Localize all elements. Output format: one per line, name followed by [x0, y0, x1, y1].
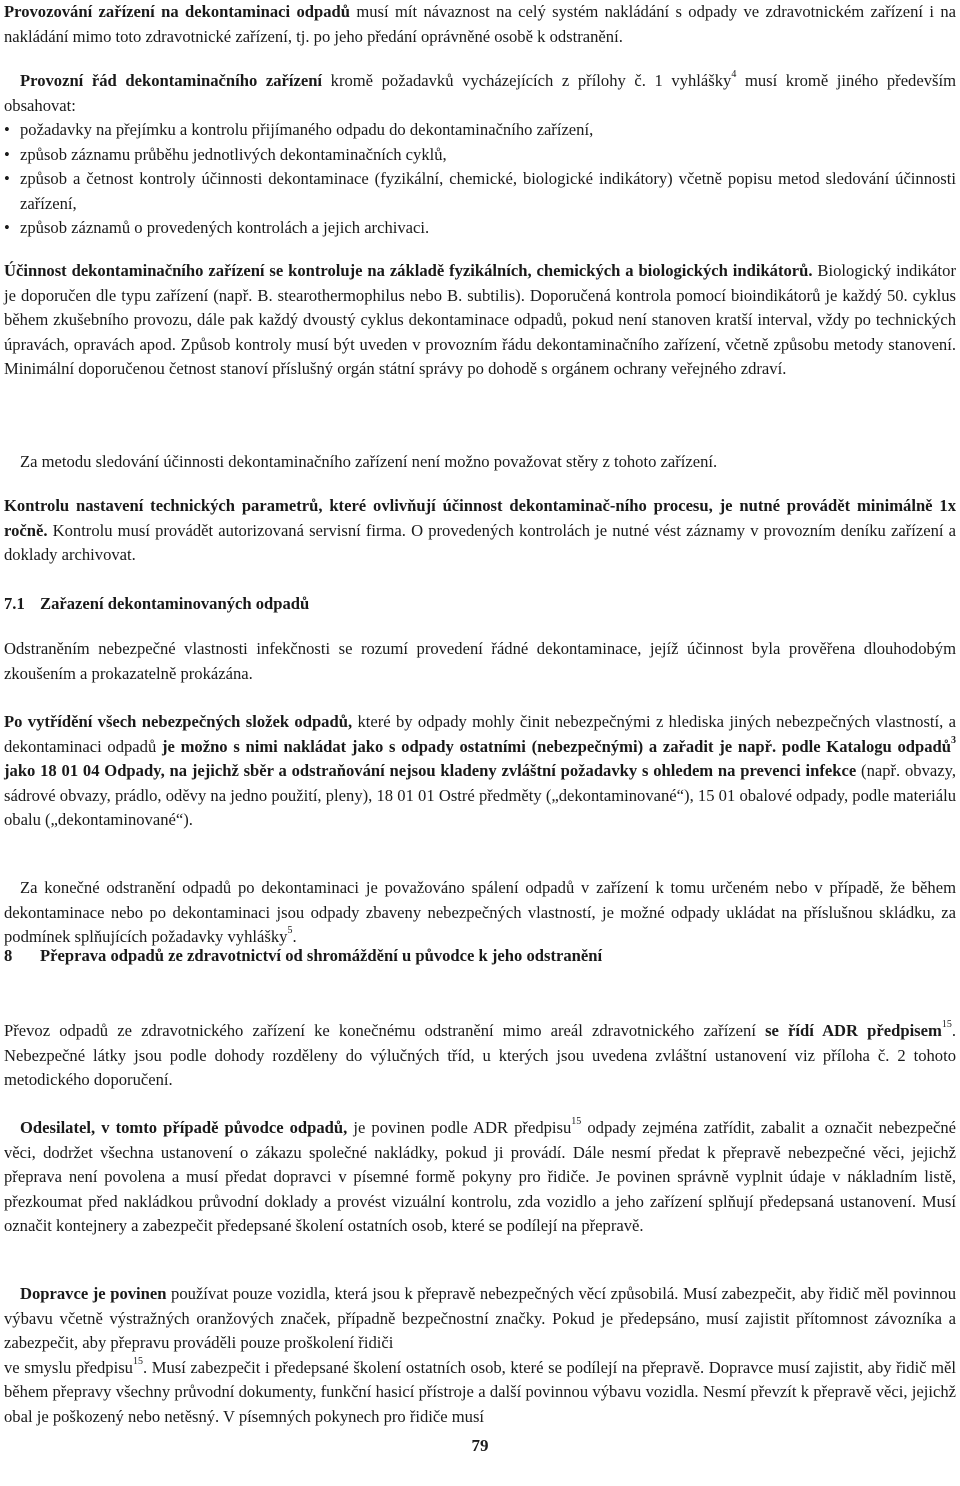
section-heading-7-1: [4, 592, 956, 617]
paragraph-odesilatel: [4, 1116, 956, 1239]
page-number: 79: [471, 1436, 489, 1455]
footnote-ref: 15: [132, 1355, 143, 1367]
paragraph-stery: [4, 450, 956, 475]
list-item: • požadavky na přejímku a kontrolu přijímaného odpadu do dekontaminačního zařízení,: [4, 118, 956, 143]
section-heading-8: [4, 944, 956, 969]
bold-lead: Provozní řád dekontaminačního zařízení: [20, 71, 323, 90]
bold-lead: Kontrolu nastavení technických parametrů, které ovlivňují účinnost dekontaminač-ního procesu, je nutné provádět minimálně 1x ročně.: [4, 496, 956, 540]
paragraph-text: . Nebezpečné látky jsou podle dohody rozděleny do výlučných tříd, u kterých jsou uvedena zvláštní ustanovení viz příloha č. 2 tohoto metodického doporučení.: [4, 1021, 956, 1089]
paragraph-text: Odstraněním nebezpečné vlastnosti infekčnosti se rozumí provedení řádné dekontaminace, jejíž účinnost byla prověřena dlouhodobým zkoušením a prokazatelně prokázána.: [4, 639, 956, 683]
requirements-list: [4, 118, 956, 241]
bold-lead: Odesilatel, v tomto případě původce odpadů,: [20, 1118, 348, 1137]
paragraph-text: musí mít návaznost na celý systém nakládání s odpady ve zdravotnickém zařízení i na nakládání mimo toto zdravotnické zařízení, tj. po jeho předání oprávněné osobě k odstranění.: [4, 2, 956, 46]
bold-lead: Dopravce je povinen: [20, 1284, 167, 1303]
footnote-ref: 4: [731, 69, 737, 81]
section-number: 8: [4, 946, 13, 965]
paragraph-text: Za metodu sledování účinnosti dekontaminačního zařízení není možno považovat stěry z tohoto zařízení.: [20, 452, 718, 471]
paragraph-text: používat pouze vozidla, která jsou k přepravě nebezpečných věcí způsobilá. Musí zabezpečit, aby řidič měl povinnou výbavu včetně výstražných oranžových značek, případně bezpečnostní značky. Pokud je předepsáno, musí zajistit přítomnost závozníka a zabezpečit, aby přepravu prováděli pouze proškolení řidiči: [4, 1284, 956, 1352]
bold-lead: Provozování zařízení na dekontaminaci odpadů: [4, 2, 350, 21]
paragraph-text: ve smyslu předpisu: [4, 1357, 133, 1377]
paragraph-provozovani: [4, 0, 956, 49]
paragraph-text: (např. obvazy, sádrové obvazy, prádlo, oděvy na jedno použití, pleny), 18 01 01 Ostré předměty („dekontaminované“), 15 01 obalové odpady, podle materiálu obalu („dekontaminované“).: [4, 761, 956, 829]
footnote-ref: 3: [951, 734, 956, 746]
paragraph-text: Kontrolu musí provádět autorizovaná servisní firma. O provedených kontrolách je nutné vést záznamy v provozním deníku zařízení a doklady archivovat.: [4, 520, 956, 564]
paragraph-text: .: [292, 927, 297, 946]
section-number: 7.1: [4, 594, 25, 613]
paragraph-text: odpady zejména zatřídit, zabalit a označit nebezpečné věci, dodržet všechna ustanovení o zákazu společné nakládky, pokud ji provádí. Dále nesmí předat k přepravě nebezpečné věci, jejichž přeprava není povolena a musí předat dopravci v písemné formě pokyny pro řidiče. Je povinen správně vyplnit údaje v nákladním listě, přezkoumat před nakládkou průvodní doklady a provést vizuální kontrolu, zda vozidlo a jeho zařízení splňují předepsaná ustanovení. Musí označit kontejnery a zabezpečit předepsané školení ostatních osob, které se podílejí na přepravě.: [4, 1118, 956, 1235]
list-item: • způsob a četnost kontroly účinnosti dekontaminace (fyzikální, chemické, biologické indikátory) včetně popisu metod sledování účinnosti zařízení,: [4, 167, 956, 216]
list-item: • způsob záznamu průběhu jednotlivých dekontaminačních cyklů,: [4, 143, 956, 168]
footnote-ref: 15: [571, 1116, 582, 1128]
paragraph-konecne-odstraneni: [4, 876, 956, 950]
paragraph-dopravce: [4, 1282, 956, 1429]
paragraph-text: Za konečné odstranění odpadů po dekontaminaci je považováno spálení odpadů v zařízení k tomu určeném nebo v případě, že během dekontaminace nebo po dekontaminaci jsou odpady zbaveny nebezpečných vlastností, je možné odpady ukládat na příslušnou skládku, za podmínek splňujících požadavky vyhlášky: [4, 878, 956, 946]
paragraph-text: kromě požadavků vycházejících z přílohy č. 1 vyhlášky: [322, 71, 732, 90]
paragraph-provozni-rad: [4, 69, 956, 118]
paragraph-vytrideni: [4, 710, 956, 833]
footnote-ref: 5: [287, 925, 293, 937]
paragraph-text: Převoz odpadů ze zdravotnického zařízení ke konečnému odstranění mimo areál zdravotnického zařízení: [4, 1021, 766, 1040]
section-title: Přeprava odpadů ze zdravotnictví od shromáždění u původce k jeho odstranění: [40, 946, 603, 965]
paragraph-text: . Musí zabezpečit i předepsané školení ostatních osob, které se podílejí na přepravě. Dopravce musí zajistit, aby řidič měl během přepravy všechny průvodní dokumenty, funkční hasicí přístroje a další povinnou výbavu vozidla. Nesmí převzít k přepravě věci, jejichž obal je poškozený nebo netěsný. V písemných pokynech pro řidiče musí: [4, 1357, 956, 1426]
footnote-ref: 15: [941, 1019, 952, 1031]
paragraph-odstranenim: [4, 637, 956, 686]
list-item: • způsob záznamů o provedených kontrolách a jejich archivaci.: [4, 216, 956, 241]
bold-lead: Účinnost dekontaminačního zařízení se kontroluje na základě fyzikálních, chemických a biologických indikátorů.: [4, 261, 813, 280]
paragraph-prevoz: [4, 1019, 956, 1093]
paragraph-kontrola-parametru: [4, 494, 956, 568]
paragraph-text: které by odpady mohly činit nebezpečnými z hlediska jiných nebezpečných vlastností, a dekontaminaci odpadů: [4, 712, 956, 756]
bold-text: jako 18 01 04 Odpady, na jejichž sběr a odstraňování nejsou kladeny zvláštní požadavky s ohledem na prevenci infekce: [4, 761, 857, 780]
bold-text: je možno s nimi nakládat jako s odpady ostatními (nebezpečnými) a zařadit je např. podle Katalogu odpadů: [161, 736, 951, 756]
paragraph-text: musí kromě jiného především obsahovat:: [4, 71, 956, 115]
section-title: Zařazení dekontaminovaných odpadů: [40, 594, 310, 613]
bold-lead: Po vytřídění všech nebezpečných složek odpadů,: [4, 712, 353, 731]
bold-text: se řídí ADR předpisem: [765, 1021, 942, 1040]
paragraph-text: je povinen podle ADR předpisu: [347, 1118, 572, 1137]
paragraph-text: Biologický indikátor je doporučen dle typu zařízení (např. B. stearothermophilus nebo B. subtilis). Doporučená kontrola pomocí bioindikátorů je každý 50. cyklus během zkušebního provozu, dále pak každý dvoustý cyklus dekontaminace odpadů, pokud není stanoven kratší interval, vždy po technických úpravách, opravách apod. Způsob kontroly musí být uveden v provozním řádu dekontaminačního zařízení, včetně způsobu metody stanovení. Minimální doporučenou četnost stanoví příslušný orgán státní správy po dohodě s orgánem ochrany veřejného zdraví.: [4, 261, 956, 378]
paragraph-ucinnost: [4, 259, 956, 382]
